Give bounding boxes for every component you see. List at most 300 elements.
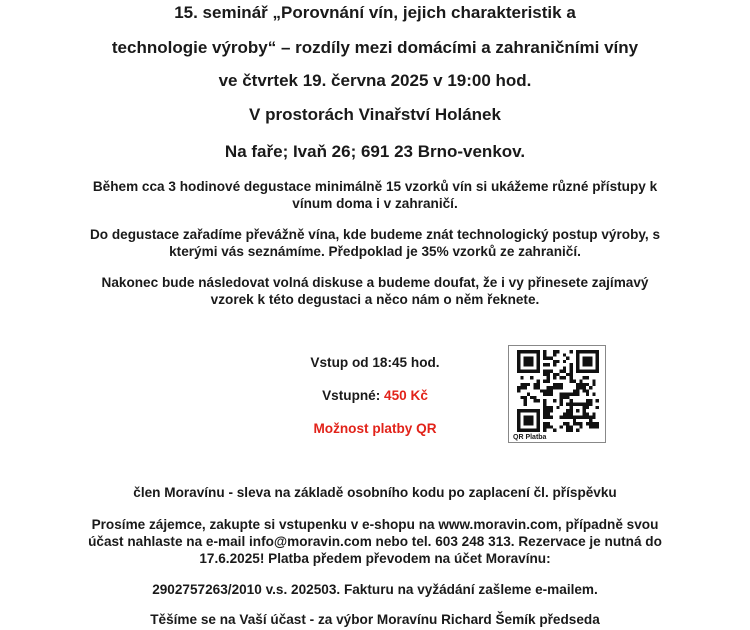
qr-module [566, 409, 569, 412]
qr-module [543, 409, 546, 412]
venue-name: V prostorách Vinařství Holánek [249, 105, 501, 124]
qr-module [527, 357, 530, 360]
entry-fee-value: 450 Kč [384, 388, 428, 403]
event-date: ve čtvrtek 19. června 2025 v 19:00 hod. [218, 71, 532, 90]
qr-module [553, 386, 556, 389]
qr-module [537, 363, 540, 366]
qr-module [586, 360, 589, 363]
paragraph-1-line-2: vínum doma i v zahraničí. [292, 196, 458, 211]
qr-module [560, 416, 563, 419]
qr-module [569, 429, 572, 432]
qr-module [586, 412, 589, 415]
qr-module [576, 393, 579, 396]
qr-module [589, 402, 592, 405]
qr-module [550, 409, 553, 412]
qr-module [553, 383, 556, 386]
qr-module [543, 357, 546, 360]
qr-module [520, 370, 523, 373]
qr-module [569, 380, 572, 383]
qr-module [583, 350, 586, 353]
qr-module [524, 402, 527, 405]
qr-module [592, 370, 595, 373]
qr-module [576, 409, 579, 412]
qr-module [576, 366, 579, 369]
qr-module [524, 419, 527, 422]
paragraph-3-line-1: Nakonec bude následovat volná diskuse a budeme doufat, že i vy přinesete zajímavý [101, 275, 649, 290]
qr-module [589, 370, 592, 373]
qr-module [517, 363, 520, 366]
qr-module [527, 416, 530, 419]
qr-module [524, 416, 527, 419]
qr-module [533, 386, 536, 389]
qr-module [589, 360, 592, 363]
qr-module [553, 350, 556, 353]
qr-module [517, 353, 520, 356]
qr-module [527, 350, 530, 353]
qr-module [586, 389, 589, 392]
qr-module [566, 416, 569, 419]
qr-module [583, 370, 586, 373]
qr-module [579, 386, 582, 389]
qr-module [517, 389, 520, 392]
qr-module [543, 389, 546, 392]
qr-module [560, 386, 563, 389]
qr-module [592, 416, 595, 419]
qr-module [540, 389, 543, 392]
qr-module [556, 406, 559, 409]
title-line-2: technologie výroby“ – rozdíly mezi domácími a zahraničními víny [111, 38, 639, 57]
qr-module [583, 406, 586, 409]
qr-module [524, 409, 527, 412]
qr-module [563, 370, 566, 373]
qr-module [550, 425, 553, 428]
qr-module [547, 373, 550, 376]
paragraph-1-line-1: Během cca 3 hodinové degustace minimálně 15 vzorků vín si ukážeme různé přístupy k [92, 179, 658, 194]
qr-module [520, 429, 523, 432]
qr-module [553, 353, 556, 356]
qr-module [596, 363, 599, 366]
qr-module [573, 422, 576, 425]
qr-module [524, 396, 527, 399]
qr-module [589, 419, 592, 422]
qr-module [576, 422, 579, 425]
qr-module [566, 393, 569, 396]
qr-module [527, 409, 530, 412]
qr-module [547, 386, 550, 389]
qr-module [576, 383, 579, 386]
qr-module [586, 402, 589, 405]
qr-module [524, 422, 527, 425]
qr-module [537, 360, 540, 363]
qr-module [560, 376, 563, 379]
qr-module [543, 416, 546, 419]
qr-module [520, 396, 523, 399]
qr-module [576, 386, 579, 389]
qr-module [563, 422, 566, 425]
qr-module [553, 399, 556, 402]
qr-caption: QR Platba [513, 434, 547, 441]
qr-module [524, 386, 527, 389]
qr-module [547, 363, 550, 366]
qr-module [537, 419, 540, 422]
qr-module [527, 370, 530, 373]
qr-module [533, 399, 536, 402]
qr-module [543, 373, 546, 376]
qr-module [566, 425, 569, 428]
qr-payment-note: Možnost platby QR [313, 421, 437, 436]
qr-module [586, 370, 589, 373]
qr-module [537, 350, 540, 353]
qr-module [563, 416, 566, 419]
qr-module [537, 416, 540, 419]
qr-module [592, 412, 595, 415]
qr-module [560, 399, 563, 402]
qr-module [533, 409, 536, 412]
qr-module [543, 370, 546, 373]
qr-module [569, 406, 572, 409]
qr-module [566, 429, 569, 432]
qr-module [547, 425, 550, 428]
qr-module [550, 386, 553, 389]
qr-module [589, 386, 592, 389]
qr-module [537, 425, 540, 428]
qr-module [530, 396, 533, 399]
qr-module [550, 406, 553, 409]
qr-module [569, 393, 572, 396]
qr-module [533, 370, 536, 373]
signature: Těšíme se na Vaší účast - za výbor Moravínu Richard Šemík předseda [150, 612, 600, 627]
qr-module [589, 416, 592, 419]
qr-module [547, 357, 550, 360]
qr-module [524, 370, 527, 373]
qr-module [560, 396, 563, 399]
qr-module [560, 383, 563, 386]
qr-module [569, 409, 572, 412]
qr-module [527, 419, 530, 422]
qr-module [586, 383, 589, 386]
paragraph-2-line-2: kterými vás seznámíme. Předpoklad je 35% vzorků ze zahraničí. [169, 244, 581, 259]
qr-module [527, 429, 530, 432]
qr-module [583, 383, 586, 386]
qr-module [527, 393, 530, 396]
qr-module [583, 416, 586, 419]
qr-module [517, 357, 520, 360]
qr-module [576, 353, 579, 356]
qr-module [579, 402, 582, 405]
invite-line-2: účast nahlaste na e-mail info@moravin.com nebo tel. 603 248 313. Rezervace je nutná do [88, 534, 662, 549]
qr-module [547, 416, 550, 419]
invite-line-1: Prosíme zájemce, zakupte si vstupenku v e-shopu na www.moravin.com, případně svou [91, 517, 659, 532]
bank-account: 2902757263/2010 v.s. 202503. Fakturu na vyžádání zašleme e-mailem. [152, 582, 598, 597]
title-line-1: 15. seminář „Porovnání vín, jejich charakteristik a [174, 3, 576, 22]
invite-line-3: 17.6.2025! Platba předem převodem na účet Moravínu: [199, 551, 551, 566]
qr-module [556, 373, 559, 376]
qr-module [579, 370, 582, 373]
venue-address: Na faře; Ivaň 26; 691 23 Brno-venkov. [224, 142, 526, 161]
qr-module [576, 416, 579, 419]
qr-module [524, 350, 527, 353]
qr-module [553, 360, 556, 363]
member-discount: člen Moravínu - sleva na základě osobního kodu po zaplacení čl. příspěvku [133, 485, 617, 500]
qr-module [543, 406, 546, 409]
qr-module [596, 406, 599, 409]
qr-module [537, 429, 540, 432]
qr-module [537, 366, 540, 369]
qr-module [547, 380, 550, 383]
qr-module [569, 350, 572, 353]
qr-module [592, 422, 595, 425]
qr-module [550, 357, 553, 360]
qr-module [592, 380, 595, 383]
qr-module [537, 409, 540, 412]
qr-module [524, 360, 527, 363]
qr-module [586, 422, 589, 425]
qr-module [547, 422, 550, 425]
qr-module [543, 425, 546, 428]
qr-module [596, 353, 599, 356]
qr-module [583, 409, 586, 412]
qr-module [579, 422, 582, 425]
qr-module [573, 380, 576, 383]
qr-module [586, 376, 589, 379]
qr-module [520, 376, 523, 379]
qr-module [517, 429, 520, 432]
qr-module [563, 393, 566, 396]
qr-module [547, 376, 550, 379]
qr-module [569, 402, 572, 405]
paragraph-2-line-1: Do degustace zařadíme převážně vína, kde budeme znát technologický postup výroby, s [89, 227, 661, 242]
qr-module [592, 393, 595, 396]
qr-module [569, 366, 572, 369]
qr-module [596, 366, 599, 369]
qr-module [589, 357, 592, 360]
qr-module [566, 373, 569, 376]
qr-module [583, 386, 586, 389]
qr-module [579, 416, 582, 419]
qr-module [553, 429, 556, 432]
qr-module [560, 425, 563, 428]
qr-module [524, 357, 527, 360]
qr-module [543, 393, 546, 396]
qr-module [543, 402, 546, 405]
qr-module [566, 422, 569, 425]
qr-module [563, 360, 566, 363]
qr-module [596, 360, 599, 363]
qr-module [586, 363, 589, 366]
qr-module [537, 380, 540, 383]
qr-module [583, 389, 586, 392]
qr-module [560, 370, 563, 373]
qr-module [537, 412, 540, 415]
qr-module [533, 396, 536, 399]
qr-module [579, 425, 582, 428]
qr-module [527, 363, 530, 366]
qr-module [527, 422, 530, 425]
entry-time: Vstup od 18:45 hod. [310, 355, 440, 370]
qr-module [576, 363, 579, 366]
qr-module [576, 389, 579, 392]
qr-module [517, 419, 520, 422]
qr-module [530, 360, 533, 363]
qr-module [563, 366, 566, 369]
qr-module [579, 350, 582, 353]
qr-module [576, 402, 579, 405]
qr-module [560, 402, 563, 405]
qr-module [583, 376, 586, 379]
entry-fee [0, 388, 750, 403]
qr-module [537, 370, 540, 373]
qr-module [553, 373, 556, 376]
qr-module [569, 425, 572, 428]
qr-module [586, 393, 589, 396]
qr-module [586, 350, 589, 353]
qr-module [586, 399, 589, 402]
qr-module [543, 412, 546, 415]
qr-module [556, 360, 559, 363]
qr-module [517, 360, 520, 363]
qr-module [586, 416, 589, 419]
qr-module [533, 383, 536, 386]
qr-module [530, 357, 533, 360]
qr-module [569, 370, 572, 373]
qr-module [547, 389, 550, 392]
qr-module [556, 383, 559, 386]
qr-module [592, 383, 595, 386]
qr-module [579, 383, 582, 386]
qr-module [566, 412, 569, 415]
qr-module [543, 380, 546, 383]
qr-module [589, 422, 592, 425]
qr-module [569, 412, 572, 415]
qr-module [589, 350, 592, 353]
qr-module [550, 393, 553, 396]
qr-module [517, 350, 520, 353]
qr-module [589, 399, 592, 402]
qr-module [569, 376, 572, 379]
qr-module [517, 386, 520, 389]
qr-module [583, 412, 586, 415]
qr-module [596, 425, 599, 428]
qr-module [550, 370, 553, 373]
qr-module [524, 399, 527, 402]
paragraph-3-line-2: vzorek k této degustaci a něco nám o něm řeknete. [210, 292, 540, 307]
qr-module [589, 425, 592, 428]
qr-module [592, 350, 595, 353]
qr-module [543, 429, 546, 432]
qr-module [530, 409, 533, 412]
entry-fee-label: Vstupné: [322, 388, 381, 403]
qr-module [543, 353, 546, 356]
qr-module [573, 393, 576, 396]
qr-module [543, 350, 546, 353]
qr-module [583, 402, 586, 405]
qr-module [553, 376, 556, 379]
qr-module [550, 389, 553, 392]
qr-module [576, 370, 579, 373]
qr-module [527, 360, 530, 363]
qr-module [566, 357, 569, 360]
qr-module [550, 416, 553, 419]
qr-module [530, 363, 533, 366]
qr-module [517, 370, 520, 373]
qr-module [530, 370, 533, 373]
qr-module [547, 393, 550, 396]
qr-module [563, 353, 566, 356]
qr-module [569, 373, 572, 376]
qr-module [573, 416, 576, 419]
qr-module [530, 422, 533, 425]
qr-module [524, 429, 527, 432]
qr-module [537, 422, 540, 425]
qr-module [569, 399, 572, 402]
qr-module [569, 363, 572, 366]
qr-module [547, 370, 550, 373]
qr-module [537, 357, 540, 360]
qr-module [569, 416, 572, 419]
qr-module [573, 402, 576, 405]
qr-module [520, 350, 523, 353]
qr-module [520, 386, 523, 389]
qr-module [576, 360, 579, 363]
qr-module [576, 429, 579, 432]
qr-module [543, 399, 546, 402]
qr-module [524, 383, 527, 386]
qr-code-icon [515, 350, 601, 432]
qr-module [517, 409, 520, 412]
qr-module [563, 412, 566, 415]
qr-module [596, 399, 599, 402]
qr-module [533, 350, 536, 353]
qr-module [517, 422, 520, 425]
qr-module [563, 376, 566, 379]
qr-module [553, 363, 556, 366]
qr-module [530, 419, 533, 422]
qr-module [520, 409, 523, 412]
qr-module [596, 422, 599, 425]
qr-module [556, 350, 559, 353]
qr-module [547, 409, 550, 412]
qr-module [560, 393, 563, 396]
qr-module [537, 386, 540, 389]
qr-module [530, 429, 533, 432]
qr-module [576, 350, 579, 353]
qr-module [537, 353, 540, 356]
qr-module [596, 357, 599, 360]
qr-module [573, 389, 576, 392]
qr-code [508, 345, 606, 443]
qr-module [533, 429, 536, 432]
qr-module [583, 363, 586, 366]
qr-module [547, 412, 550, 415]
qr-module [592, 425, 595, 428]
qr-module [537, 399, 540, 402]
qr-module [517, 416, 520, 419]
qr-module [586, 357, 589, 360]
qr-module [573, 419, 576, 422]
qr-module [596, 350, 599, 353]
qr-module [563, 396, 566, 399]
qr-module [543, 363, 546, 366]
qr-module [583, 360, 586, 363]
qr-module [566, 402, 569, 405]
qr-module [520, 383, 523, 386]
qr-module [524, 363, 527, 366]
qr-module [586, 406, 589, 409]
qr-module [517, 366, 520, 369]
qr-module [530, 416, 533, 419]
qr-module [556, 386, 559, 389]
qr-module [517, 425, 520, 428]
